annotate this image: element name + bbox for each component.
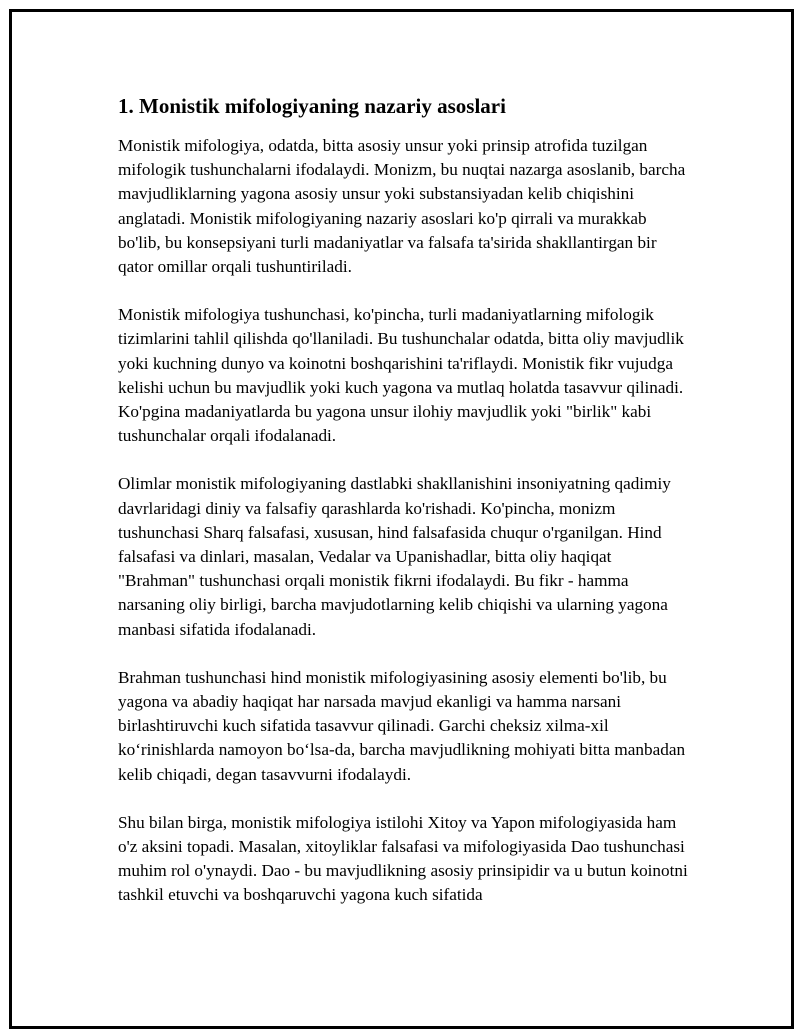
paragraph-1: Monistik mifologiya, odatda, bitta asosiy unsur yoki prinsip atrofida tuzilgan mifologik tushunchalarni ifodalaydi. Monizm, bu nuqtai nazarga asoslanib, barcha mavjudliklarning yagona asosiy unsur yoki substansiyadan kelib chiqishini anglatadi. Monistik mifologiyaning nazariy asoslari ko'p qirrali va murakkab bo'lib, bu konsepsiyani turli madaniyatlar va falsafa ta'sirida shakllantirgan bir qator omillar orqali tushuntiriladi.: [118, 136, 686, 277]
paragraph-5: Shu bilan birga, monistik mifologiya istilohi Xitoy va Yapon mifologiyasida ham o'z aksini topadi. Masalan, xitoyliklar falsafasi va mifologiyasida Dao tushunchasi muhim rol o'ynaydi. Dao - bu mavjudlikning asosiy prinsipidir va u butun koinotni tashkil etuvchi va boshqaruvchi yagona kuch sifatida: [118, 812, 688, 905]
paragraph-2: Monistik mifologiya tushunchasi, ko'pincha, turli madaniyatlarning mifologik tizimlarini tahlil qilishda qo'llaniladi. Bu tushunchalar odatda, bitta oliy mavjudlik yoki kuchning dunyo va koinotni boshqarishini ta'riflaydi. Monistik fikr vujudga kelishi uchun bu mavjudlik yoki kuch yagona va mutlaq holatda tasavvur qilinadi. Ko'pgina madaniyatlarda bu yagona unsur ilohiy mavjudlik yoki "birlik" kabi tushunchalar orqali ifodalanadi.: [118, 305, 684, 446]
paragraph-4: Brahman tushunchasi hind monistik mifologiyasining asosiy elementi bo'lib, bu yagona va abadiy haqiqat har narsada mavjud ekanligi va hamma narsani birlashtiruvchi kuch sifatida tasavvur qilinadi. Garchi cheksiz xilma-xil ko‘rinishlarda namoyon bo‘lsa-da, barcha mavjudlikning mohiyati bitta manbadan kelib chiqadi, degan tasavvurni ifodalaydi.: [118, 667, 686, 784]
section-heading: 1. Monistik mifologiyaning nazariy asoslari: [118, 94, 506, 118]
paragraph-3: Olimlar monistik mifologiyaning dastlabki shakllanishini insoniyatning qadimiy davrlaridagi diniy va falsafiy qarashlarda ko'rishadi. Ko'pincha, monizm tushunchasi Sharq falsafasi, xususan, hind falsafasida chuqur o'rganilgan. Hind falsafasi va dinlari, masalan, Vedalar va Upanishadlar, bitta oliy haqiqat "Brahman" tushunchasi orqali monistik fikrni ifodalaydi. Bu fikr - hamma narsaning oliy birligi, barcha mavjudotlarning kelib chiqishi va ularning yagona manbasi sifatida ifodalanadi.: [118, 474, 671, 639]
document-body: [118, 92, 690, 908]
